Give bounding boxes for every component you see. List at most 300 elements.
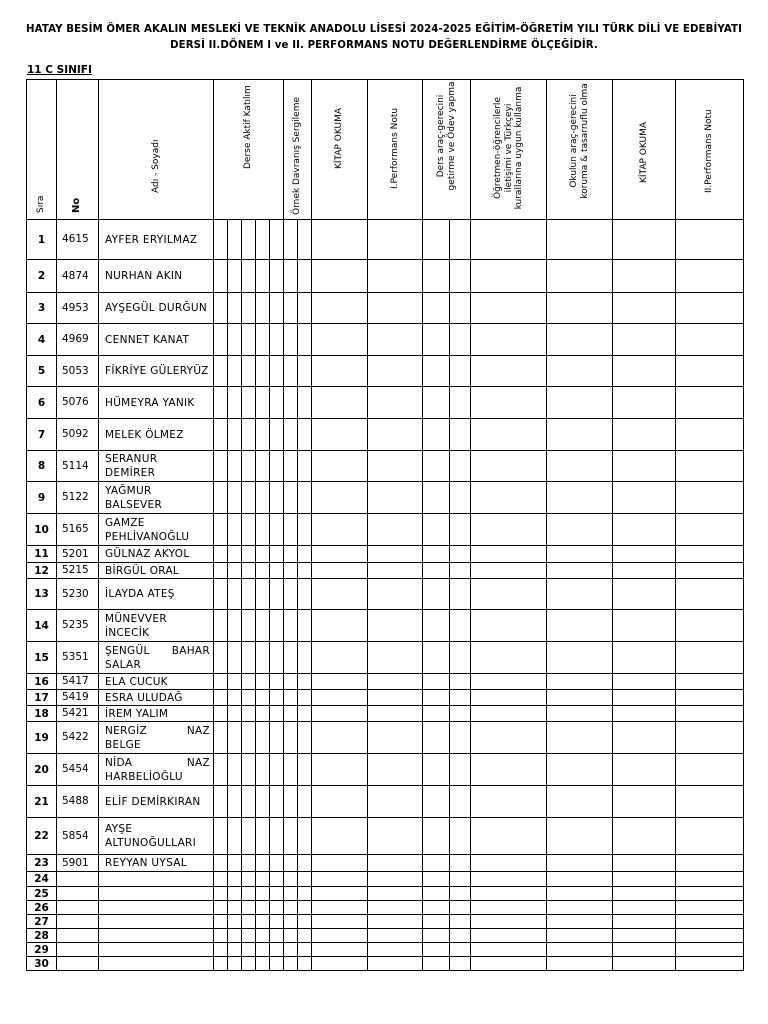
score-cell[interactable] <box>256 872 270 887</box>
score-cell[interactable] <box>368 690 423 706</box>
score-cell[interactable] <box>613 754 676 786</box>
score-cell[interactable] <box>312 674 368 690</box>
score-cell[interactable] <box>450 563 471 579</box>
score-cell[interactable] <box>613 706 676 722</box>
score-cell[interactable] <box>423 642 450 674</box>
score-cell[interactable] <box>613 915 676 929</box>
score-cell[interactable] <box>298 514 312 546</box>
score-cell[interactable] <box>547 220 613 260</box>
score-cell[interactable] <box>450 451 471 482</box>
score-cell[interactable] <box>284 957 298 971</box>
score-cell[interactable] <box>450 957 471 971</box>
score-cell[interactable] <box>214 451 228 482</box>
score-cell[interactable] <box>298 855 312 872</box>
score-cell[interactable] <box>368 482 423 514</box>
score-cell[interactable] <box>228 482 242 514</box>
score-cell[interactable] <box>450 887 471 901</box>
score-cell[interactable] <box>676 563 744 579</box>
score-cell[interactable] <box>312 690 368 706</box>
score-cell[interactable] <box>270 579 284 610</box>
score-cell[interactable] <box>471 915 547 929</box>
score-cell[interactable] <box>270 786 284 818</box>
score-cell[interactable] <box>471 293 547 324</box>
score-cell[interactable] <box>214 260 228 293</box>
score-cell[interactable] <box>298 220 312 260</box>
score-cell[interactable] <box>471 901 547 915</box>
score-cell[interactable] <box>256 451 270 482</box>
score-cell[interactable] <box>423 260 450 293</box>
score-cell[interactable] <box>214 514 228 546</box>
score-cell[interactable] <box>298 957 312 971</box>
score-cell[interactable] <box>450 690 471 706</box>
score-cell[interactable] <box>270 901 284 915</box>
score-cell[interactable] <box>547 563 613 579</box>
score-cell[interactable] <box>214 706 228 722</box>
score-cell[interactable] <box>471 642 547 674</box>
score-cell[interactable] <box>284 220 298 260</box>
score-cell[interactable] <box>284 754 298 786</box>
score-cell[interactable] <box>214 901 228 915</box>
score-cell[interactable] <box>228 915 242 929</box>
score-cell[interactable] <box>228 642 242 674</box>
score-cell[interactable] <box>450 220 471 260</box>
score-cell[interactable] <box>242 943 256 957</box>
score-cell[interactable] <box>298 901 312 915</box>
score-cell[interactable] <box>547 610 613 642</box>
score-cell[interactable] <box>368 220 423 260</box>
score-cell[interactable] <box>270 642 284 674</box>
score-cell[interactable] <box>228 957 242 971</box>
score-cell[interactable] <box>298 722 312 754</box>
score-cell[interactable] <box>284 901 298 915</box>
score-cell[interactable] <box>368 786 423 818</box>
score-cell[interactable] <box>368 514 423 546</box>
score-cell[interactable] <box>228 293 242 324</box>
score-cell[interactable] <box>256 690 270 706</box>
score-cell[interactable] <box>423 722 450 754</box>
score-cell[interactable] <box>423 293 450 324</box>
score-cell[interactable] <box>284 579 298 610</box>
score-cell[interactable] <box>547 706 613 722</box>
score-cell[interactable] <box>312 482 368 514</box>
score-cell[interactable] <box>676 786 744 818</box>
score-cell[interactable] <box>284 482 298 514</box>
score-cell[interactable] <box>547 514 613 546</box>
score-cell[interactable] <box>214 786 228 818</box>
score-cell[interactable] <box>298 818 312 855</box>
score-cell[interactable] <box>256 419 270 451</box>
score-cell[interactable] <box>368 855 423 872</box>
score-cell[interactable] <box>242 387 256 419</box>
score-cell[interactable] <box>284 786 298 818</box>
score-cell[interactable] <box>270 220 284 260</box>
score-cell[interactable] <box>284 855 298 872</box>
score-cell[interactable] <box>547 887 613 901</box>
score-cell[interactable] <box>228 419 242 451</box>
score-cell[interactable] <box>471 579 547 610</box>
score-cell[interactable] <box>547 690 613 706</box>
score-cell[interactable] <box>298 260 312 293</box>
score-cell[interactable] <box>270 943 284 957</box>
score-cell[interactable] <box>368 957 423 971</box>
score-cell[interactable] <box>256 722 270 754</box>
score-cell[interactable] <box>270 818 284 855</box>
score-cell[interactable] <box>214 324 228 356</box>
score-cell[interactable] <box>676 293 744 324</box>
score-cell[interactable] <box>423 957 450 971</box>
score-cell[interactable] <box>284 356 298 387</box>
score-cell[interactable] <box>423 579 450 610</box>
score-cell[interactable] <box>242 957 256 971</box>
score-cell[interactable] <box>312 324 368 356</box>
score-cell[interactable] <box>214 610 228 642</box>
score-cell[interactable] <box>471 855 547 872</box>
score-cell[interactable] <box>368 356 423 387</box>
score-cell[interactable] <box>256 943 270 957</box>
score-cell[interactable] <box>676 419 744 451</box>
score-cell[interactable] <box>613 722 676 754</box>
score-cell[interactable] <box>471 754 547 786</box>
score-cell[interactable] <box>242 674 256 690</box>
score-cell[interactable] <box>368 260 423 293</box>
score-cell[interactable] <box>228 610 242 642</box>
score-cell[interactable] <box>676 220 744 260</box>
score-cell[interactable] <box>613 324 676 356</box>
score-cell[interactable] <box>256 514 270 546</box>
score-cell[interactable] <box>228 943 242 957</box>
score-cell[interactable] <box>450 943 471 957</box>
score-cell[interactable] <box>423 674 450 690</box>
score-cell[interactable] <box>298 610 312 642</box>
score-cell[interactable] <box>368 706 423 722</box>
score-cell[interactable] <box>471 706 547 722</box>
score-cell[interactable] <box>471 943 547 957</box>
score-cell[interactable] <box>312 563 368 579</box>
score-cell[interactable] <box>471 419 547 451</box>
score-cell[interactable] <box>547 786 613 818</box>
score-cell[interactable] <box>423 855 450 872</box>
score-cell[interactable] <box>676 260 744 293</box>
score-cell[interactable] <box>284 563 298 579</box>
score-cell[interactable] <box>242 706 256 722</box>
score-cell[interactable] <box>214 293 228 324</box>
score-cell[interactable] <box>613 929 676 943</box>
score-cell[interactable] <box>256 887 270 901</box>
score-cell[interactable] <box>298 706 312 722</box>
score-cell[interactable] <box>270 610 284 642</box>
score-cell[interactable] <box>471 674 547 690</box>
score-cell[interactable] <box>676 706 744 722</box>
score-cell[interactable] <box>312 943 368 957</box>
score-cell[interactable] <box>242 929 256 943</box>
score-cell[interactable] <box>312 915 368 929</box>
score-cell[interactable] <box>423 451 450 482</box>
score-cell[interactable] <box>256 356 270 387</box>
score-cell[interactable] <box>547 642 613 674</box>
score-cell[interactable] <box>270 419 284 451</box>
score-cell[interactable] <box>547 546 613 563</box>
score-cell[interactable] <box>613 260 676 293</box>
score-cell[interactable] <box>450 706 471 722</box>
score-cell[interactable] <box>423 563 450 579</box>
score-cell[interactable] <box>676 451 744 482</box>
score-cell[interactable] <box>547 901 613 915</box>
score-cell[interactable] <box>450 260 471 293</box>
score-cell[interactable] <box>471 722 547 754</box>
score-cell[interactable] <box>242 514 256 546</box>
score-cell[interactable] <box>423 387 450 419</box>
score-cell[interactable] <box>676 482 744 514</box>
score-cell[interactable] <box>242 722 256 754</box>
score-cell[interactable] <box>256 220 270 260</box>
score-cell[interactable] <box>547 324 613 356</box>
score-cell[interactable] <box>242 579 256 610</box>
score-cell[interactable] <box>676 324 744 356</box>
score-cell[interactable] <box>228 514 242 546</box>
score-cell[interactable] <box>284 872 298 887</box>
score-cell[interactable] <box>256 563 270 579</box>
score-cell[interactable] <box>423 482 450 514</box>
score-cell[interactable] <box>270 546 284 563</box>
score-cell[interactable] <box>312 901 368 915</box>
score-cell[interactable] <box>242 610 256 642</box>
score-cell[interactable] <box>256 855 270 872</box>
score-cell[interactable] <box>471 690 547 706</box>
score-cell[interactable] <box>471 929 547 943</box>
score-cell[interactable] <box>312 356 368 387</box>
score-cell[interactable] <box>242 356 256 387</box>
score-cell[interactable] <box>368 872 423 887</box>
score-cell[interactable] <box>613 563 676 579</box>
score-cell[interactable] <box>270 887 284 901</box>
score-cell[interactable] <box>298 419 312 451</box>
score-cell[interactable] <box>270 722 284 754</box>
score-cell[interactable] <box>450 754 471 786</box>
score-cell[interactable] <box>284 419 298 451</box>
score-cell[interactable] <box>312 706 368 722</box>
score-cell[interactable] <box>298 546 312 563</box>
score-cell[interactable] <box>471 610 547 642</box>
score-cell[interactable] <box>312 579 368 610</box>
score-cell[interactable] <box>284 887 298 901</box>
score-cell[interactable] <box>256 324 270 356</box>
score-cell[interactable] <box>298 579 312 610</box>
score-cell[interactable] <box>450 514 471 546</box>
score-cell[interactable] <box>613 482 676 514</box>
score-cell[interactable] <box>471 451 547 482</box>
score-cell[interactable] <box>450 722 471 754</box>
score-cell[interactable] <box>423 887 450 901</box>
score-cell[interactable] <box>676 943 744 957</box>
score-cell[interactable] <box>676 957 744 971</box>
score-cell[interactable] <box>298 324 312 356</box>
score-cell[interactable] <box>547 754 613 786</box>
score-cell[interactable] <box>450 915 471 929</box>
score-cell[interactable] <box>228 722 242 754</box>
score-cell[interactable] <box>284 546 298 563</box>
score-cell[interactable] <box>270 514 284 546</box>
score-cell[interactable] <box>676 901 744 915</box>
score-cell[interactable] <box>214 690 228 706</box>
score-cell[interactable] <box>256 387 270 419</box>
score-cell[interactable] <box>676 674 744 690</box>
score-cell[interactable] <box>270 855 284 872</box>
score-cell[interactable] <box>228 690 242 706</box>
score-cell[interactable] <box>298 915 312 929</box>
score-cell[interactable] <box>256 915 270 929</box>
score-cell[interactable] <box>423 690 450 706</box>
score-cell[interactable] <box>256 754 270 786</box>
score-cell[interactable] <box>284 451 298 482</box>
score-cell[interactable] <box>242 642 256 674</box>
score-cell[interactable] <box>298 451 312 482</box>
score-cell[interactable] <box>242 324 256 356</box>
score-cell[interactable] <box>242 786 256 818</box>
score-cell[interactable] <box>312 929 368 943</box>
score-cell[interactable] <box>214 855 228 872</box>
score-cell[interactable] <box>214 579 228 610</box>
score-cell[interactable] <box>368 324 423 356</box>
score-cell[interactable] <box>676 514 744 546</box>
score-cell[interactable] <box>256 293 270 324</box>
score-cell[interactable] <box>298 482 312 514</box>
score-cell[interactable] <box>613 642 676 674</box>
score-cell[interactable] <box>284 293 298 324</box>
score-cell[interactable] <box>270 563 284 579</box>
score-cell[interactable] <box>284 943 298 957</box>
score-cell[interactable] <box>284 722 298 754</box>
score-cell[interactable] <box>471 514 547 546</box>
score-cell[interactable] <box>242 754 256 786</box>
score-cell[interactable] <box>242 818 256 855</box>
score-cell[interactable] <box>312 957 368 971</box>
score-cell[interactable] <box>214 563 228 579</box>
score-cell[interactable] <box>450 929 471 943</box>
score-cell[interactable] <box>214 356 228 387</box>
score-cell[interactable] <box>423 915 450 929</box>
score-cell[interactable] <box>228 887 242 901</box>
score-cell[interactable] <box>368 419 423 451</box>
score-cell[interactable] <box>242 220 256 260</box>
score-cell[interactable] <box>214 642 228 674</box>
score-cell[interactable] <box>368 722 423 754</box>
score-cell[interactable] <box>676 722 744 754</box>
score-cell[interactable] <box>270 674 284 690</box>
score-cell[interactable] <box>450 482 471 514</box>
score-cell[interactable] <box>423 929 450 943</box>
score-cell[interactable] <box>423 220 450 260</box>
score-cell[interactable] <box>547 260 613 293</box>
score-cell[interactable] <box>298 563 312 579</box>
score-cell[interactable] <box>228 579 242 610</box>
score-cell[interactable] <box>228 546 242 563</box>
score-cell[interactable] <box>270 260 284 293</box>
score-cell[interactable] <box>214 674 228 690</box>
score-cell[interactable] <box>214 887 228 901</box>
score-cell[interactable] <box>214 957 228 971</box>
score-cell[interactable] <box>284 260 298 293</box>
score-cell[interactable] <box>256 482 270 514</box>
score-cell[interactable] <box>547 451 613 482</box>
score-cell[interactable] <box>228 872 242 887</box>
score-cell[interactable] <box>613 818 676 855</box>
score-cell[interactable] <box>450 642 471 674</box>
score-cell[interactable] <box>242 872 256 887</box>
score-cell[interactable] <box>676 546 744 563</box>
score-cell[interactable] <box>312 872 368 887</box>
score-cell[interactable] <box>242 915 256 929</box>
score-cell[interactable] <box>613 356 676 387</box>
score-cell[interactable] <box>242 482 256 514</box>
score-cell[interactable] <box>450 579 471 610</box>
score-cell[interactable] <box>423 818 450 855</box>
score-cell[interactable] <box>450 610 471 642</box>
score-cell[interactable] <box>471 786 547 818</box>
score-cell[interactable] <box>228 754 242 786</box>
score-cell[interactable] <box>547 419 613 451</box>
score-cell[interactable] <box>312 546 368 563</box>
score-cell[interactable] <box>312 514 368 546</box>
score-cell[interactable] <box>368 915 423 929</box>
score-cell[interactable] <box>471 546 547 563</box>
score-cell[interactable] <box>228 706 242 722</box>
score-cell[interactable] <box>676 387 744 419</box>
score-cell[interactable] <box>613 957 676 971</box>
score-cell[interactable] <box>298 872 312 887</box>
score-cell[interactable] <box>256 260 270 293</box>
score-cell[interactable] <box>284 674 298 690</box>
score-cell[interactable] <box>256 642 270 674</box>
score-cell[interactable] <box>450 786 471 818</box>
score-cell[interactable] <box>242 901 256 915</box>
score-cell[interactable] <box>368 293 423 324</box>
score-cell[interactable] <box>368 579 423 610</box>
score-cell[interactable] <box>423 943 450 957</box>
score-cell[interactable] <box>298 293 312 324</box>
score-cell[interactable] <box>613 887 676 901</box>
score-cell[interactable] <box>613 943 676 957</box>
score-cell[interactable] <box>270 754 284 786</box>
score-cell[interactable] <box>676 610 744 642</box>
score-cell[interactable] <box>450 674 471 690</box>
score-cell[interactable] <box>270 915 284 929</box>
score-cell[interactable] <box>312 754 368 786</box>
score-cell[interactable] <box>214 419 228 451</box>
score-cell[interactable] <box>676 356 744 387</box>
score-cell[interactable] <box>242 563 256 579</box>
score-cell[interactable] <box>214 929 228 943</box>
score-cell[interactable] <box>298 887 312 901</box>
score-cell[interactable] <box>312 260 368 293</box>
score-cell[interactable] <box>298 786 312 818</box>
score-cell[interactable] <box>270 293 284 324</box>
score-cell[interactable] <box>368 563 423 579</box>
score-cell[interactable] <box>471 957 547 971</box>
score-cell[interactable] <box>547 293 613 324</box>
score-cell[interactable] <box>256 706 270 722</box>
score-cell[interactable] <box>547 943 613 957</box>
score-cell[interactable] <box>214 915 228 929</box>
score-cell[interactable] <box>270 356 284 387</box>
score-cell[interactable] <box>312 887 368 901</box>
score-cell[interactable] <box>214 872 228 887</box>
score-cell[interactable] <box>298 929 312 943</box>
score-cell[interactable] <box>284 642 298 674</box>
score-cell[interactable] <box>471 563 547 579</box>
score-cell[interactable] <box>242 260 256 293</box>
score-cell[interactable] <box>284 818 298 855</box>
score-cell[interactable] <box>613 546 676 563</box>
